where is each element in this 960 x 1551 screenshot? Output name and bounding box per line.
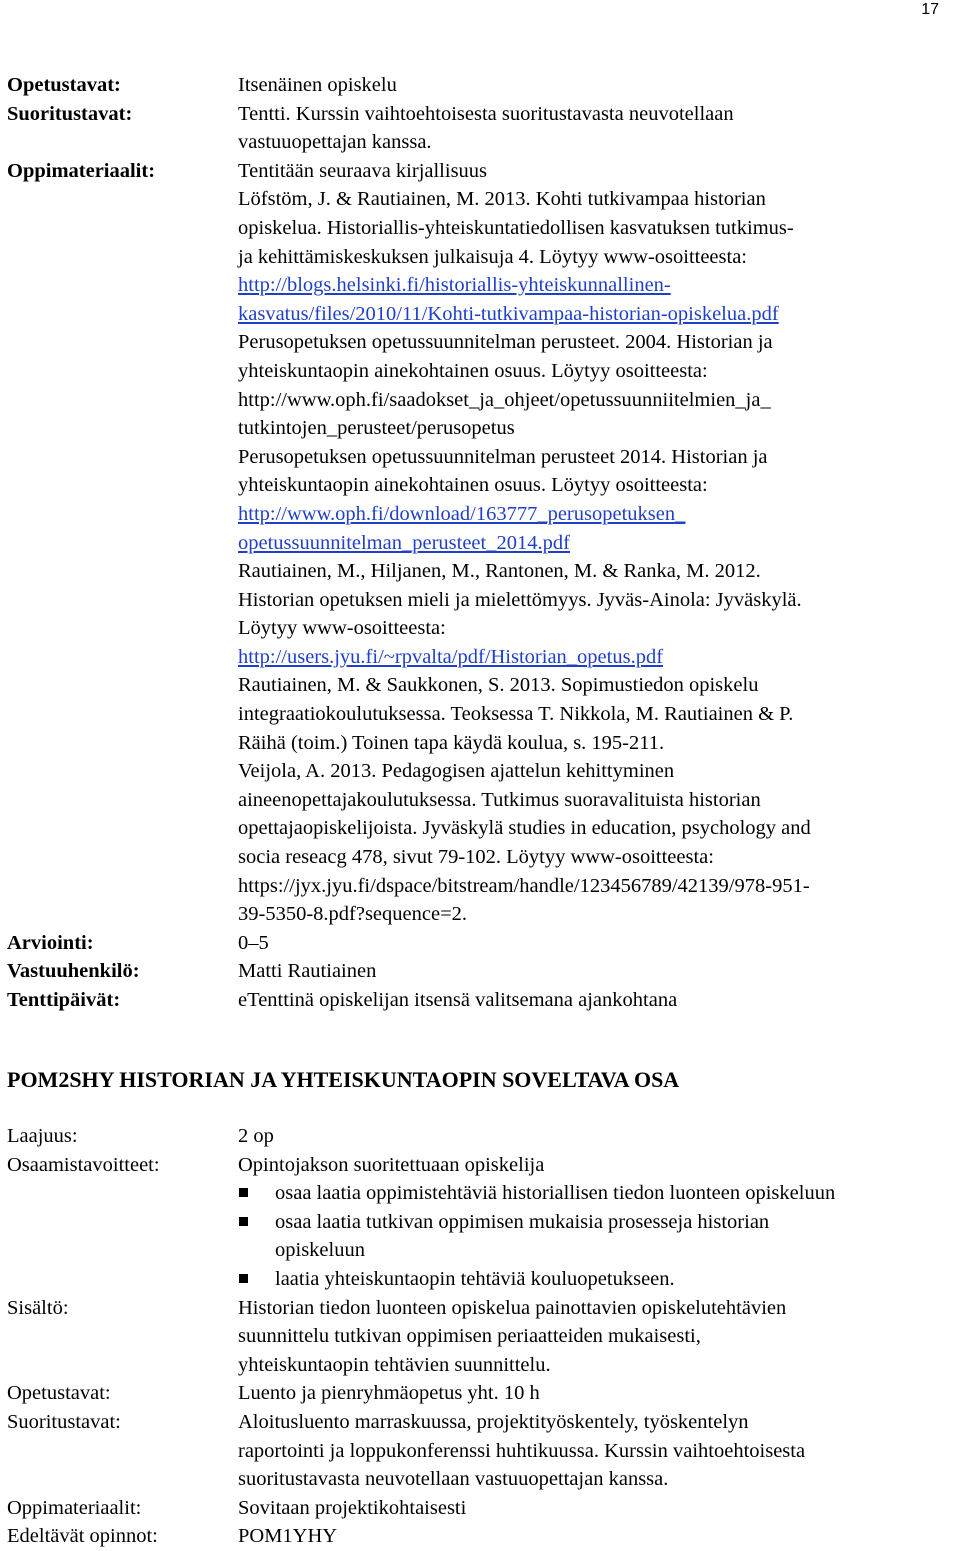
reference-line: Veijola, A. 2013. Pedagogisen ajattelun kehittyminen bbox=[238, 760, 675, 783]
bullet-text: osaa laatia oppimistehtäviä historiallisen tiedon luonteen opiskeluun bbox=[275, 1182, 836, 1205]
suoritustavat-row bbox=[7, 1408, 952, 1494]
reference-line: Rautiainen, M., Hiljanen, M., Rantonen, M. & Ranka, M. 2012. bbox=[238, 560, 761, 583]
tenttipaivat-label: Tenttipäivät: bbox=[7, 989, 121, 1011]
opetustavat-label: Opetustavat: bbox=[7, 1382, 111, 1405]
reference-line: Räihä (toim.) Toinen tapa käydä koulua, s. 195-211. bbox=[238, 731, 665, 754]
opetustavat-row bbox=[7, 1379, 952, 1408]
bullet-text: osaa laatia tutkivan oppimisen mukaisia prosesseja historian bbox=[275, 1210, 770, 1233]
page-number: 17 bbox=[921, 1, 939, 18]
square-bullet-icon bbox=[239, 1188, 248, 1197]
tenttipaivat-value: eTenttinä opiskelijan itsensä valitsemana ajankohtana bbox=[238, 989, 678, 1011]
opetustavat-value: Luento ja pienryhmäopetus yht. 10 h bbox=[238, 1382, 540, 1405]
reference-line: https://jyx.jyu.fi/dspace/bitstream/handle/123456789/42139/978-951- bbox=[238, 874, 810, 897]
arviointi-label: Arviointi: bbox=[7, 931, 94, 954]
reference-line: 39-5350-8.pdf?sequence=2. bbox=[238, 903, 468, 926]
suoritustavat-line: vastuuopettajan kanssa. bbox=[238, 131, 432, 154]
tenttipaivat-row bbox=[7, 986, 952, 1015]
reference-line: opiskelua. Historiallis-yhteiskuntatiedollisen kasvatuksen tutkimus- bbox=[238, 216, 794, 239]
osaamistavoitteet-label: Osaamistavoitteet: bbox=[7, 1153, 160, 1176]
suoritustavat-line: Tentti. Kurssin vaihtoehtoisesta suoritustavasta neuvotellaan bbox=[238, 102, 734, 125]
reference-line: Löfstöm, J. & Rautiainen, M. 2013. Kohti tutkivampaa historian bbox=[238, 188, 766, 211]
reference-link[interactable]: kasvatus/files/2010/11/Kohti-tutkivampaa-historian-opiskelua.pdf bbox=[238, 302, 779, 325]
laajuus-row bbox=[7, 1122, 952, 1151]
oppimateriaalit-row bbox=[7, 157, 952, 929]
reference-line: ja kehittämiskeskuksen julkaisuja 4. Löytyy www-osoitteesta: bbox=[238, 245, 747, 268]
reference-link[interactable]: http://www.oph.fi/download/163777_perusopetuksen_ bbox=[238, 502, 686, 525]
arviointi-row bbox=[7, 929, 952, 958]
bullet-item bbox=[238, 1179, 952, 1208]
opetustavat-label: Opetustavat: bbox=[7, 74, 121, 96]
oppimateriaalit-label: Oppimateriaalit: bbox=[7, 1496, 142, 1519]
bullet-item bbox=[238, 1265, 952, 1294]
laajuus-label: Laajuus: bbox=[7, 1125, 78, 1147]
reference-line: Perusopetuksen opetussuunnitelman perusteet. 2004. Historian ja bbox=[238, 331, 773, 354]
bullet-item bbox=[238, 1208, 952, 1265]
reference-line: integraatiokoulutuksessa. Teoksessa T. Nikkola, M. Rautiainen & P. bbox=[238, 703, 794, 726]
reference-line: Rautiainen, M. & Saukkonen, S. 2013. Sopimustiedon opiskelu bbox=[238, 674, 759, 697]
suoritustavat-label: Suoritustavat: bbox=[7, 102, 133, 125]
reference-line: socia reseacg 478, sivut 79-102. Löytyy www-osoitteesta: bbox=[238, 846, 714, 869]
opetustavat-value: Itsenäinen opiskelu bbox=[238, 74, 397, 96]
vastuuhenkilo-label: Vastuuhenkilö: bbox=[7, 960, 140, 983]
laajuus-value: 2 op bbox=[238, 1125, 274, 1147]
reference-line: Historian opetuksen mieli ja mielettömyys. Jyväs-Ainola: Jyväskylä. bbox=[238, 588, 802, 611]
edeltavat-opinnot-label: Edeltävät opinnot: bbox=[7, 1525, 158, 1548]
sisalto-label: Sisältö: bbox=[7, 1296, 69, 1319]
reference-line: tutkintojen_perusteet/perusopetus bbox=[238, 417, 515, 440]
edeltavat-opinnot-value: POM1YHY bbox=[238, 1525, 338, 1548]
course-heading: POM2SHY HISTORIAN JA YHTEISKUNTAOPIN SOVELTAVA OSA bbox=[7, 1067, 680, 1092]
oppimateriaalit-label: Oppimateriaalit: bbox=[7, 159, 156, 182]
suoritustavat-row bbox=[7, 100, 952, 157]
reference-line: yhteiskuntaopin ainekohtainen osuus. Löytyy osoitteesta: bbox=[238, 359, 708, 382]
sisalto-line: yhteiskuntaopin tehtävien suunnittelu. bbox=[238, 1353, 551, 1376]
suoritustavat-line: suoritustavasta neuvotellaan vastuuopettajan kanssa. bbox=[238, 1468, 669, 1491]
osaamistavoitteet-row bbox=[7, 1151, 952, 1294]
vastuuhenkilo-value: Matti Rautiainen bbox=[238, 960, 377, 983]
oppimateriaalit-row bbox=[7, 1494, 952, 1523]
sisalto-row bbox=[7, 1294, 952, 1380]
course-details-section-1 bbox=[7, 71, 952, 1015]
reference-link[interactable]: http://users.jyu.fi/~rpvalta/pdf/Historian_opetus.pdf bbox=[238, 645, 664, 668]
reference-line: yhteiskuntaopin ainekohtainen osuus. Löytyy osoitteesta: bbox=[238, 474, 708, 497]
reference-line: aineenopettajakoulutuksessa. Tutkimus suoravalituista historian bbox=[238, 788, 761, 811]
suoritustavat-line: Aloitusluento marraskuussa, projektityöskentely, työskentelyn bbox=[238, 1410, 749, 1433]
oppimateriaalit-intro: Tentitään seuraava kirjallisuus bbox=[238, 159, 488, 182]
course-details-section-2 bbox=[7, 1122, 952, 1551]
suoritustavat-label: Suoritustavat: bbox=[7, 1410, 121, 1433]
sisalto-line: suunnittelu tutkivan oppimisen periaatteiden mukaisesti, bbox=[238, 1325, 701, 1348]
bullet-text: laatia yhteiskuntaopin tehtäviä kouluopetukseen. bbox=[275, 1267, 675, 1290]
reference-line: Perusopetuksen opetussuunnitelman perusteet 2014. Historian ja bbox=[238, 445, 768, 468]
reference-link[interactable]: opetussuunnitelman_perusteet_2014.pdf bbox=[238, 531, 570, 554]
bullet-text: opiskeluun bbox=[275, 1239, 365, 1262]
edeltavat-opinnot-row bbox=[7, 1522, 952, 1551]
arviointi-value: 0–5 bbox=[238, 931, 269, 954]
vastuuhenkilo-row bbox=[7, 957, 952, 986]
square-bullet-icon bbox=[239, 1274, 248, 1283]
suoritustavat-line: raportointi ja loppukonferenssi huhtikuussa. Kurssin vaihtoehtoisesta bbox=[238, 1439, 806, 1462]
osaamistavoitteet-intro: Opintojakson suoritettuaan opiskelija bbox=[238, 1153, 545, 1176]
reference-link[interactable]: http://blogs.helsinki.fi/historiallis-yhteiskunnallinen- bbox=[238, 274, 671, 297]
reference-line: http://www.oph.fi/saadokset_ja_ohjeet/opetussuunniitelmien_ja_ bbox=[238, 388, 771, 411]
square-bullet-icon bbox=[239, 1217, 248, 1226]
reference-line: opettajaopiskelijoista. Jyväskylä studies in education, psychology and bbox=[238, 817, 811, 840]
reference-line: Löytyy www-osoitteesta: bbox=[238, 617, 446, 640]
opetustavat-row bbox=[7, 71, 952, 100]
oppimateriaalit-value: Sovitaan projektikohtaisesti bbox=[238, 1496, 467, 1519]
sisalto-line: Historian tiedon luonteen opiskelua painottavien opiskelutehtävien bbox=[238, 1296, 787, 1319]
